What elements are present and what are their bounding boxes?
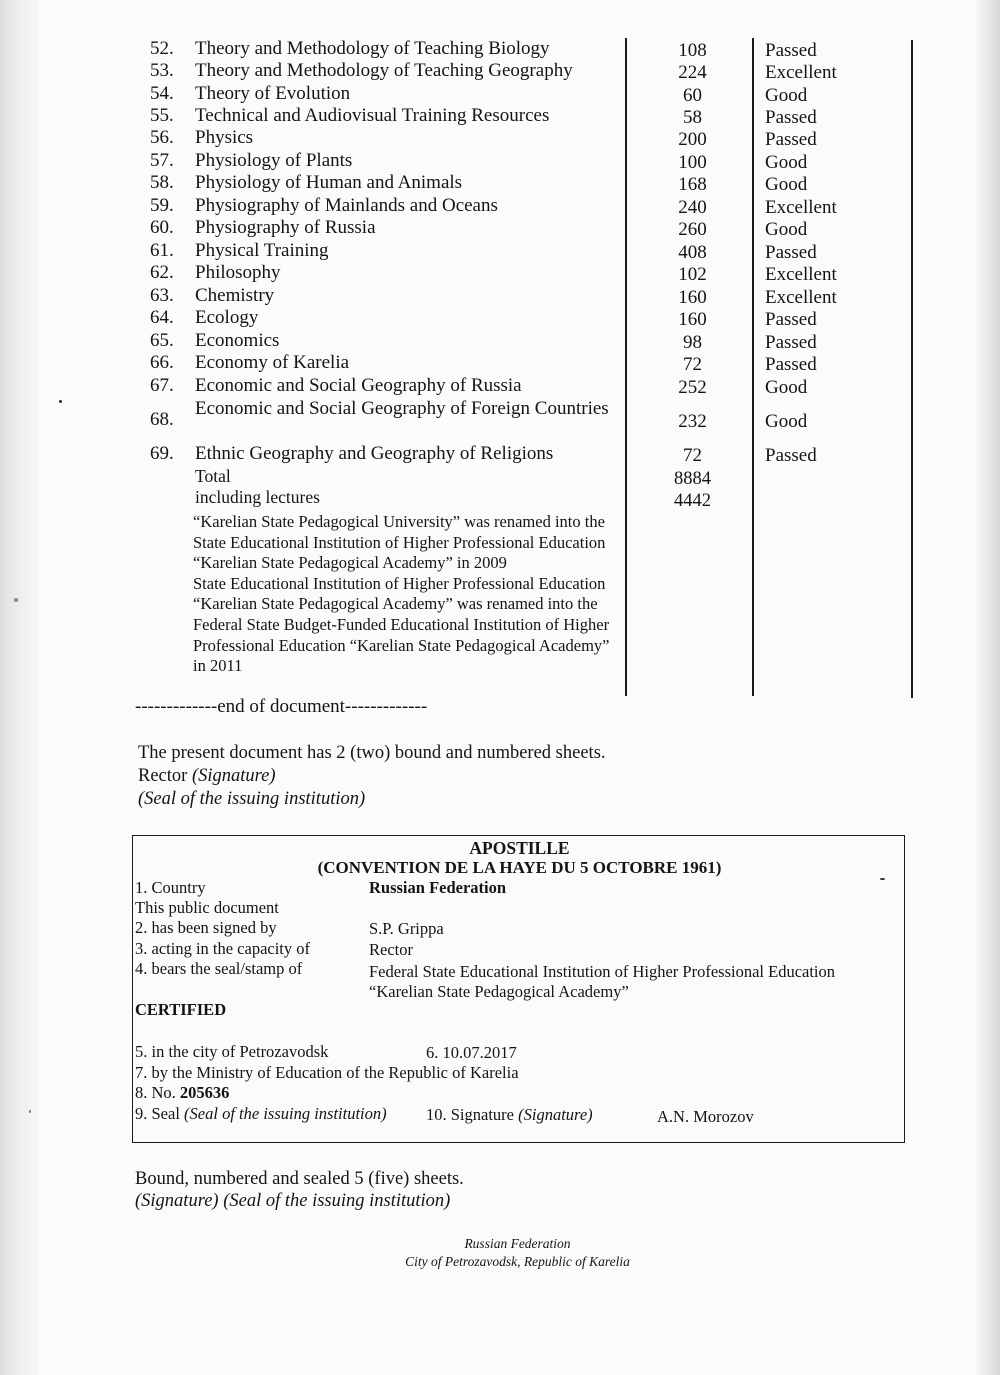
subject-name: Theory and Methodology of Teaching Geography xyxy=(195,60,573,81)
row-number: 53. xyxy=(150,60,174,81)
subject-name: Theory of Evolution xyxy=(195,83,351,104)
subject-grade: Excellent xyxy=(765,264,837,285)
signatory-name: A.N. Morozov xyxy=(657,1107,754,1126)
table-rule-2 xyxy=(752,38,754,696)
row-number: 59. xyxy=(150,195,174,216)
subject-name: Theory and Methodology of Teaching Biology xyxy=(195,38,550,59)
capacity-label: 3. acting in the capacity of xyxy=(135,939,311,958)
row-number: 63. xyxy=(150,285,174,306)
footer-country: Russian Federation xyxy=(464,1236,571,1251)
subject-hours: 72 xyxy=(683,445,702,466)
subject-grade: Good xyxy=(765,377,808,398)
seal-mark: (Seal of the issuing institution) xyxy=(138,789,366,809)
subject-name: Economic and Social Geography of Russia xyxy=(195,375,522,396)
apostille-convention: (CONVENTION DE LA HAYE DU 5 OCTOBRE 1961) xyxy=(317,858,722,877)
subject-hours: 100 xyxy=(678,152,707,173)
subject-grade: Good xyxy=(765,219,808,240)
ministry-label: 7. by the Ministry of Education of the Republic of Karelia xyxy=(135,1063,519,1082)
total-value: 8884 xyxy=(674,469,711,489)
subject-grade: Passed xyxy=(765,129,817,150)
row-number: 57. xyxy=(150,150,174,171)
city-label: 5. in the city of Petrozavodsk xyxy=(135,1042,329,1061)
row-number: 52. xyxy=(150,38,174,59)
subject-name: Economic and Social Geography of Foreign Countries xyxy=(195,398,609,419)
subject-hours: 98 xyxy=(683,332,702,353)
row-number: 64. xyxy=(150,307,174,328)
subject-grade: Good xyxy=(765,174,808,195)
subject-hours: 232 xyxy=(678,411,707,432)
subject-hours: 102 xyxy=(678,264,707,285)
number-label: 8. No. xyxy=(135,1083,176,1102)
scan-speck xyxy=(59,400,62,403)
subject-grade: Excellent xyxy=(765,62,837,83)
lectures-label: including lectures xyxy=(195,487,320,507)
renaming-note-2009: “Karelian State Pedagogical University” was renamed into the State Educational Institution of Higher Professional Education “Karelian State Pedagogical Academy” in 2009 xyxy=(193,512,606,573)
row-number: 60. xyxy=(150,217,174,238)
subject-grade: Passed xyxy=(765,309,817,330)
subject-grade: Excellent xyxy=(765,197,837,218)
subject-grade: Passed xyxy=(765,445,817,466)
row-number: 55. xyxy=(150,105,174,126)
subject-grade: Passed xyxy=(765,354,817,375)
number-value: 205636 xyxy=(179,1083,230,1102)
scan-speck xyxy=(14,598,18,602)
subject-name: Physical Training xyxy=(195,240,329,261)
seal-signature-line xyxy=(135,1104,387,1124)
row-number: 61. xyxy=(150,240,174,261)
sig10-label: 10. Signature xyxy=(426,1105,514,1124)
subject-hours: 108 xyxy=(678,40,707,61)
certified-heading: CERTIFIED xyxy=(135,1000,227,1019)
lectures-value: 4442 xyxy=(674,491,711,511)
page-edge-shadow-left xyxy=(0,0,38,1375)
signature10 xyxy=(426,1105,593,1125)
seal9-label: 9. Seal xyxy=(135,1104,180,1123)
subject-name: Physics xyxy=(195,127,254,148)
table-rule-1 xyxy=(625,38,627,696)
subject-hours: 252 xyxy=(678,377,707,398)
capacity-value: Rector xyxy=(369,940,413,959)
subject-name: Technical and Audiovisual Training Resources xyxy=(195,105,550,126)
public-document-label: This public document xyxy=(135,898,279,917)
bound-statement: Bound, numbered and sealed 5 (five) sheets. xyxy=(135,1169,464,1189)
apostille-box xyxy=(132,835,905,1143)
subject-name: Physiography of Russia xyxy=(195,217,376,238)
row-number: 66. xyxy=(150,352,174,373)
row-number: 67. xyxy=(150,375,174,396)
subject-hours: 240 xyxy=(678,197,707,218)
subject-grade: Excellent xyxy=(765,287,837,308)
table-rule-3 xyxy=(911,40,913,698)
subject-hours: 200 xyxy=(678,129,707,150)
sheets-statement: The present document has 2 (two) bound and numbered sheets. xyxy=(138,743,606,763)
row-number: 62. xyxy=(150,262,174,283)
rector-signature-mark: (Signature) xyxy=(191,766,276,786)
seal-stamp-value-1: Federal State Educational Institution of Higher Professional Education xyxy=(369,962,836,981)
signed-by-value: S.P. Grippa xyxy=(369,919,444,938)
subject-grade: Good xyxy=(765,85,808,106)
end-of-document-line: -------------end of document------------- xyxy=(135,696,428,717)
certificate-number xyxy=(135,1083,229,1103)
rector-line xyxy=(138,765,276,788)
subject-hours: 160 xyxy=(678,287,707,308)
subject-hours: 160 xyxy=(678,309,707,330)
subject-hours: 168 xyxy=(678,174,707,195)
subject-hours: 72 xyxy=(683,354,702,375)
subject-name: Physiology of Human and Animals xyxy=(195,172,463,193)
bound-marks: (Signature) (Seal of the issuing institution) xyxy=(135,1191,451,1211)
subject-hours: 408 xyxy=(678,242,707,263)
subject-grade: Good xyxy=(765,152,808,173)
footer-location xyxy=(0,1235,1000,1271)
country-label: 1. Country xyxy=(135,878,206,897)
subject-hours: 58 xyxy=(683,107,702,128)
renaming-notes xyxy=(193,512,623,677)
row-number: 69. xyxy=(150,443,174,464)
scan-speck xyxy=(29,1110,31,1113)
subject-grade: Passed xyxy=(765,332,817,353)
seal9-value: (Seal of the issuing institution) xyxy=(184,1104,387,1123)
row-number: 56. xyxy=(150,127,174,148)
subject-name: Ethnic Geography and Geography of Religions xyxy=(195,443,554,464)
subject-name: Philosophy xyxy=(195,262,281,283)
subject-name: Physiography of Mainlands and Oceans xyxy=(195,195,498,216)
subject-name: Economics xyxy=(195,330,280,351)
country-value: Russian Federation xyxy=(369,878,507,897)
row-number: 68. xyxy=(150,409,174,430)
subject-name: Chemistry xyxy=(195,285,275,306)
signed-by-label: 2. has been signed by xyxy=(135,918,277,937)
date-label: 6. 10.07.2017 xyxy=(426,1043,517,1062)
page-edge-shadow-right xyxy=(974,0,1000,1375)
renaming-note-2011: State Educational Institution of Higher Professional Education “Karelian State Pedagogical Academy” was renamed into the Federal State Budget-Funded Educational Institution of Higher Professional Education “Karelian State Pedagogical Academy” in 2011 xyxy=(193,573,610,676)
subject-hours: 224 xyxy=(678,62,707,83)
subject-grade: Passed xyxy=(765,40,817,61)
rector-label: Rector xyxy=(138,766,188,786)
row-number: 65. xyxy=(150,330,174,351)
apostille-title: APOSTILLE xyxy=(469,838,570,858)
row-number: 58. xyxy=(150,172,174,193)
seal-stamp-label: 4. bears the seal/stamp of xyxy=(135,959,303,978)
row-number: 54. xyxy=(150,83,174,104)
footer-city: City of Petrozavodsk, Republic of Karelia xyxy=(405,1254,630,1269)
ink-speck xyxy=(880,878,885,880)
subject-grade: Passed xyxy=(765,107,817,128)
total-label: Total xyxy=(195,466,231,486)
subject-hours: 60 xyxy=(683,85,702,106)
subject-grade: Passed xyxy=(765,242,817,263)
subject-grade: Good xyxy=(765,411,808,432)
subject-name: Physiology of Plants xyxy=(195,150,353,171)
sig10-value: (Signature) xyxy=(518,1105,593,1124)
subject-name: Ecology xyxy=(195,307,259,328)
subject-hours: 260 xyxy=(678,219,707,240)
seal-stamp-value-2: “Karelian State Pedagogical Academy” xyxy=(369,982,629,1001)
subject-name: Economy of Karelia xyxy=(195,352,350,373)
